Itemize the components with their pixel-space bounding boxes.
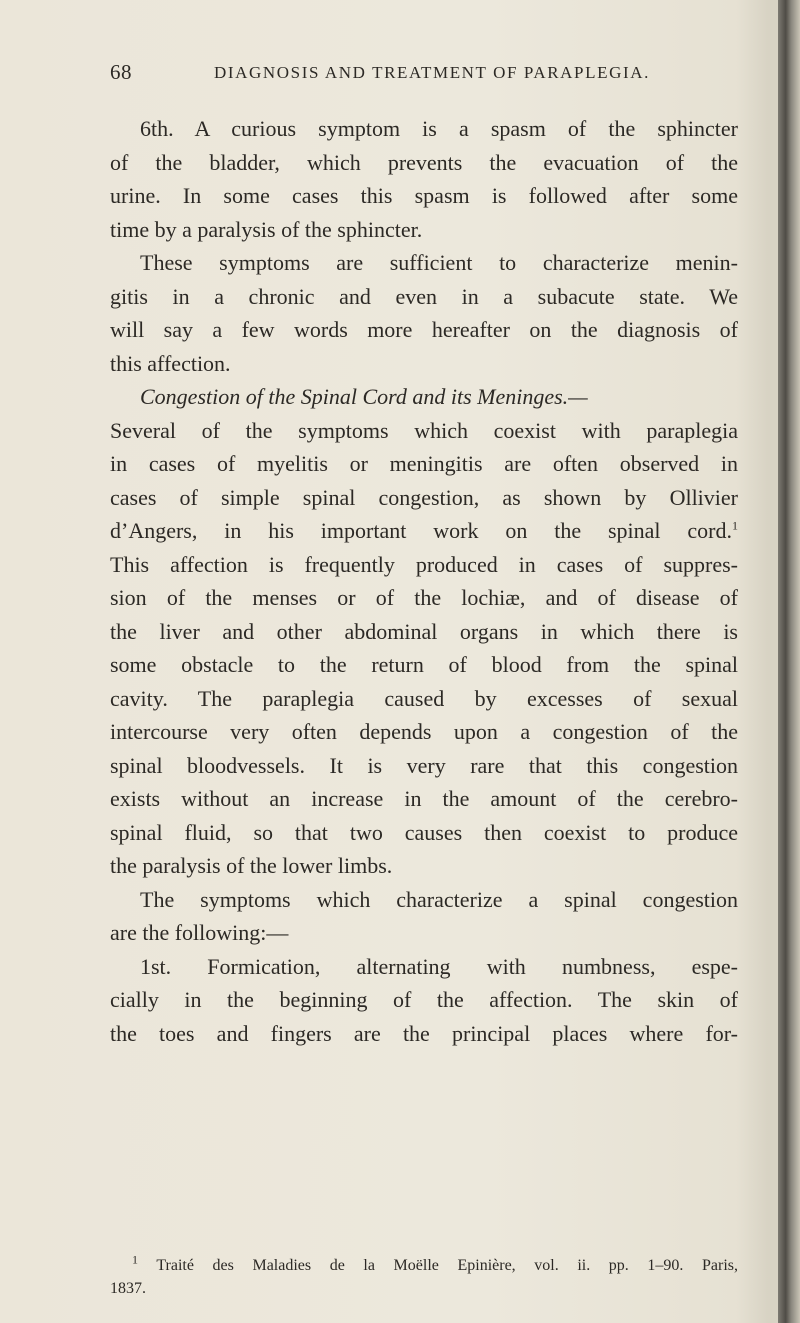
text-line: d’Angers, in his important work on the spinal cord. [110,518,732,543]
footnote-line: 1837. [110,1280,146,1297]
text-line: cially in the beginning of the affection. The skin of [110,987,738,1012]
text-line: spinal bloodvessels. It is very rare that this congestion [110,752,738,778]
text-line: of the bladder, which prevents the evacuation of the [110,149,738,175]
text-line: cases of simple spinal congestion, as shown by Ollivier [110,484,738,510]
page-number: 68 [110,60,132,84]
text-line: intercourse very often depends upon a congestion of the [110,719,738,744]
body-text [110,112,738,1050]
footnote [110,1254,738,1300]
text-line: this affection. [110,350,231,376]
page-edge-shadow [778,0,800,1323]
text-line: the liver and other abdominal organs in which there is [110,618,738,644]
text-line: the paralysis of the lower limbs. [110,853,393,878]
text-line: spinal fluid, so that two causes then coexist to produce [110,819,738,845]
text-line: These symptoms are sufficient to characterize menin- [140,250,738,275]
running-head: DIAGNOSIS AND TREATMENT OF PARAPLEGIA. [214,63,650,82]
text-line: 6th. A curious symptom is a spasm of the sphincter [140,116,738,141]
text-line: gitis in a chronic and even in a subacute state. We [110,283,738,309]
footnote-line [110,1254,738,1277]
text-line: the toes and fingers are the principal places where for- [110,1020,738,1046]
text-line: Several of the symptoms which coexist with paraplegia [110,417,738,443]
text-line: 1st. Formication, alternating with numbness, espe- [140,953,738,979]
footnote-reference: 1 [732,518,738,533]
page-header [110,60,750,90]
text-line: some obstacle to the return of blood from the spinal [110,652,738,677]
footnote-marker: 1 [132,1252,138,1267]
text-line-with-footnote-ref [110,514,738,548]
text-line: urine. In some cases this spasm is followed after some [110,183,738,208]
text-line: exists without an increase in the amount of the cerebro- [110,786,738,811]
footnote-text: Traité des Maladies de la Moëlle Epinière, vol. ii. pp. 1–90. Paris, [156,1257,738,1274]
text-line: will say a few words more hereafter on the diagnosis of [110,317,738,342]
text-line: cavity. The paraplegia caused by excesses of sexual [110,685,738,711]
text-line: time by a paralysis of the sphincter. [110,216,423,242]
text-line: sion of the menses or of the lochiæ, and of disease of [110,585,738,610]
text-line: are the following:— [110,920,289,945]
section-heading: Congestion of the Spinal Cord and its Meninges.— [140,384,588,409]
text-line: The symptoms which characterize a spinal congestion [140,886,738,912]
text-line: This affection is frequently produced in cases of suppres- [110,551,738,577]
text-line: in cases of myelitis or meningitis are often observed in [110,451,738,476]
